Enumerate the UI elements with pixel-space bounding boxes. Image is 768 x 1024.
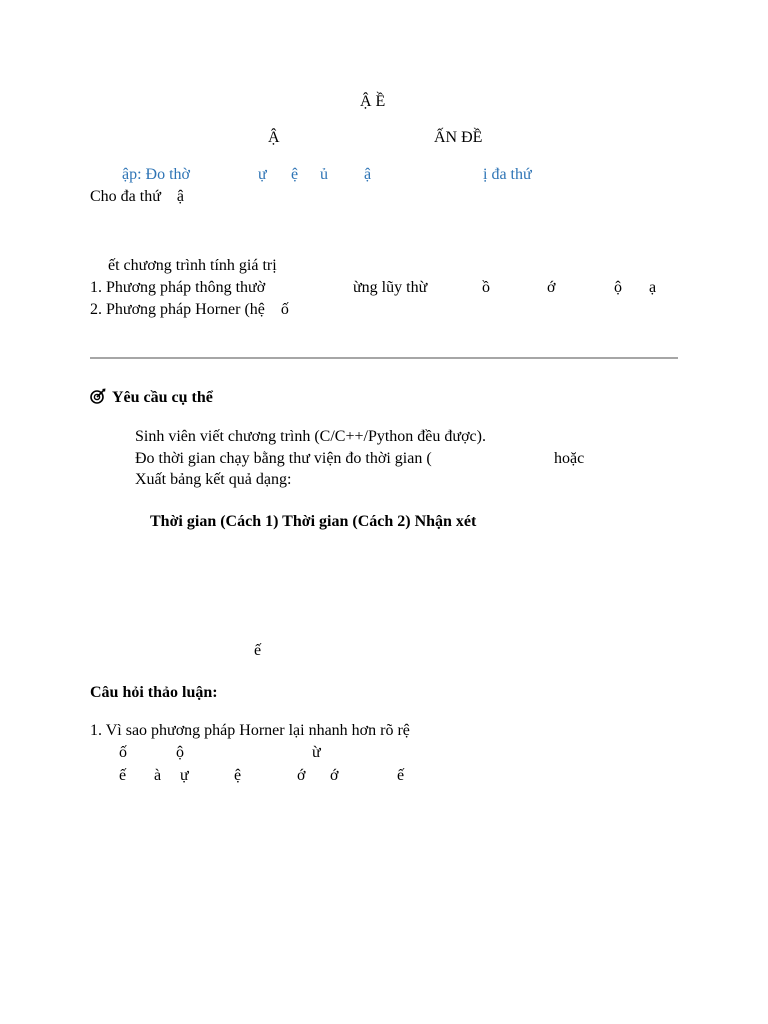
discussion-sub-part: ộ [176, 744, 184, 761]
discussion-sub-part: ớ [297, 767, 306, 784]
doc-title-line1: Ậ Ề [360, 93, 386, 110]
stray-text: ế [254, 642, 262, 659]
requirements-heading [90, 388, 213, 408]
discussion-sub-part: ế [397, 767, 405, 784]
requirement-item-tail: hoặc [554, 450, 585, 467]
discussion-sub-part: ự [180, 767, 189, 784]
requirement-item: Xuất bảng kết quả dạng: [135, 471, 292, 488]
target-icon [90, 388, 106, 404]
discussion-sub-part: à [154, 767, 162, 784]
discussion-question: 1. Vì sao phương pháp Horner lại nhanh hơn rõ rệ [90, 722, 410, 739]
exercise-heading-part: ệ [291, 166, 299, 183]
task-line2-part: ừng lũy thừ [353, 279, 428, 296]
task-line2-part: 1. Phương pháp thông thườ [90, 279, 266, 296]
discussion-sub-part: ớ [330, 767, 339, 784]
discussion-sub-part: ừ [312, 744, 321, 761]
task-line2-part: ạ [649, 279, 657, 296]
requirement-item: Đo thời gian chạy bằng thư viện đo thời gian ( [135, 450, 432, 467]
horizontal-divider [90, 357, 678, 359]
results-table-header: Thời gian (Cách 1) Thời gian (Cách 2) Nhận xét [150, 513, 477, 530]
exercise-intro: Cho đa thứ ậ [90, 188, 184, 205]
requirement-item: Sinh viên viết chương trình (C/C++/Python đều được). [135, 428, 486, 445]
task-line2-part: ộ [614, 279, 622, 296]
discussion-heading: Câu hỏi thảo luận: [90, 684, 218, 701]
task-line2-part: ớ [547, 279, 556, 296]
exercise-heading-part: ập: Đo thờ [122, 166, 191, 183]
discussion-sub-part: ố [119, 744, 127, 761]
requirements-heading-text: Yêu cầu cụ thể [112, 389, 213, 406]
exercise-heading-part: ậ [364, 166, 372, 183]
discussion-sub-part: ệ [234, 767, 242, 784]
discussion-sub-part: ế [119, 767, 127, 784]
exercise-heading-part: ủ [320, 166, 328, 183]
doc-title-line2-right: ẤN ĐỀ [434, 129, 483, 146]
task-line1: ết chương trình tính giá trị [108, 257, 277, 274]
exercise-heading-part: ự [258, 166, 267, 183]
task-line3: 2. Phương pháp Horner (hệ ố [90, 301, 289, 318]
task-line2-part: ồ [482, 279, 490, 296]
doc-title-line2-left: Ậ [268, 129, 280, 146]
exercise-heading-part: ị đa thứ [483, 166, 532, 183]
